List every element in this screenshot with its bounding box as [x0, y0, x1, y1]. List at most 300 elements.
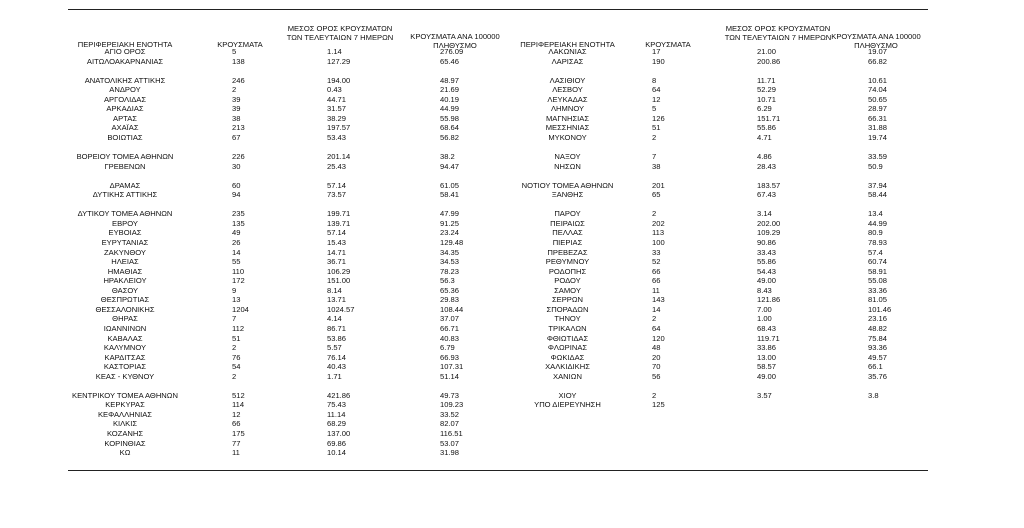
avg-value: 5.57	[327, 343, 342, 353]
rate-value: 65.46	[440, 56, 460, 66]
avg-value: 57.14	[327, 228, 347, 238]
avg-value: 421.86	[327, 390, 351, 400]
avg-value: 52.29	[757, 85, 777, 95]
bottom-rule	[68, 470, 928, 471]
region-name: ΚΩ	[119, 448, 131, 458]
table-row	[0, 439, 1024, 448]
cases-value: 120	[652, 333, 665, 343]
region-name: ΕΒΡΟΥ	[112, 218, 138, 228]
table-row	[0, 410, 1024, 419]
region-name: ΣΑΜΟΥ	[554, 285, 581, 295]
cases-value: 172	[232, 276, 245, 286]
avg-value: 54.43	[757, 266, 777, 276]
table-row	[0, 419, 1024, 428]
rate-value: 66.82	[868, 56, 888, 66]
cases-value: 11	[232, 448, 240, 458]
rate-value: 31.98	[440, 448, 460, 458]
avg-value: 151.00	[327, 276, 351, 286]
cases-value: 8	[652, 75, 657, 85]
cases-value: 11	[652, 285, 660, 295]
cases-value: 2	[652, 314, 657, 324]
region-name: ΒΟΙΩΤΙΑΣ	[107, 132, 143, 142]
region-name: ΛΑΚΩΝΙΑΣ	[548, 47, 587, 56]
avg-value: 13.00	[757, 352, 777, 362]
avg-value: 33.86	[757, 343, 777, 353]
cases-value: 112	[232, 323, 245, 333]
rate-value: 23.16	[868, 314, 888, 324]
rate-value: 3.8	[868, 390, 879, 400]
region-name: ΗΛΕΙΑΣ	[111, 257, 139, 267]
rate-value: 58.91	[868, 266, 888, 276]
table-row	[0, 353, 1024, 362]
avg-value: 53.43	[327, 132, 347, 142]
table-row	[0, 190, 1024, 199]
rate-value: 33.52	[440, 409, 460, 419]
rate-value: 108.44	[440, 304, 464, 314]
cases-value: 54	[232, 362, 241, 372]
region-name: ΤΗΝΟΥ	[554, 314, 581, 324]
rate-value: 109.23	[440, 400, 464, 410]
avg-value: 4.71	[757, 132, 772, 142]
avg-value: 200.86	[757, 56, 781, 66]
rate-value: 53.07	[440, 438, 460, 448]
avg-value: 86.71	[327, 323, 347, 333]
table-row	[0, 448, 1024, 457]
rate-value: 49.57	[868, 352, 888, 362]
region-name: ΚΑΡΔΙΤΣΑΣ	[104, 352, 146, 362]
region-name: ΤΡΙΚΑΛΩΝ	[548, 323, 587, 333]
region-name: ΑΝΑΤΟΛΙΚΗΣ ΑΤΤΙΚΗΣ	[84, 75, 166, 85]
cases-value: 1204	[232, 304, 249, 314]
header-rate-line1: ΚΡΟΥΣΜΑΤΑ ΑΝΑ 100000	[410, 32, 500, 41]
cases-value: 2	[652, 209, 657, 219]
region-name: ΛΕΣΒΟΥ	[552, 85, 583, 95]
avg-value: 11.71	[757, 75, 776, 85]
region-name: ΚΑΒΑΛΑΣ	[107, 333, 143, 343]
avg-value: 202.00	[757, 218, 781, 228]
cases-value: 110	[232, 266, 245, 276]
region-name: ΘΗΡΑΣ	[112, 314, 138, 324]
region-name: ΑΝΔΡΟΥ	[109, 85, 141, 95]
region-name: ΚΕΑΣ - ΚΥΘΝΟΥ	[95, 371, 155, 381]
region-name: ΛΕΥΚΑΔΑΣ	[547, 94, 588, 104]
cases-value: 48	[652, 343, 661, 353]
region-name: ΚΙΛΚΙΣ	[112, 419, 138, 429]
rate-value: 51.14	[440, 371, 460, 381]
cases-value: 2	[232, 343, 237, 353]
region-name: ΠΡΕΒΕΖΑΣ	[547, 247, 588, 257]
table-row	[0, 133, 1024, 142]
cases-value: 213	[232, 123, 245, 133]
cases-value: 12	[232, 409, 241, 419]
rate-value: 37.07	[440, 314, 460, 324]
cases-value: 143	[652, 295, 665, 305]
rate-value: 48.82	[868, 323, 888, 333]
table-row	[0, 334, 1024, 343]
avg-value: 7.00	[757, 304, 772, 314]
rate-value: 93.36	[868, 343, 888, 353]
avg-value: 137.00	[327, 429, 351, 438]
rate-value: 55.98	[440, 113, 460, 123]
region-name: ΧΑΝΙΩΝ	[553, 371, 582, 381]
rate-value: 13.4	[868, 209, 883, 219]
region-name: ΝΗΣΩΝ	[554, 161, 581, 171]
table-row	[0, 209, 1024, 218]
rate-value: 66.1	[868, 362, 883, 372]
region-name: ΓΡΕΒΕΝΩΝ	[104, 161, 146, 171]
rate-value: 48.97	[440, 75, 460, 85]
region-name: ΝΟΤΙΟΥ ΤΟΜΕΑ ΑΘΗΝΩΝ	[521, 180, 614, 190]
avg-value: 10.71	[757, 94, 777, 104]
rate-value: 101.46	[868, 304, 892, 314]
cases-value: 246	[232, 75, 245, 85]
rate-value: 75.84	[868, 333, 888, 343]
table-row	[0, 276, 1024, 285]
avg-value: 127.29	[327, 56, 351, 66]
cases-value: 51	[232, 333, 241, 343]
region-name: ΜΕΣΣΗΝΙΑΣ	[545, 123, 590, 133]
rate-value: 50.9	[868, 161, 883, 171]
rate-value: 80.9	[868, 228, 883, 238]
avg-value: 15.43	[327, 238, 347, 247]
cases-value: 7	[652, 152, 657, 162]
table-row	[0, 200, 1024, 209]
table-row	[0, 381, 1024, 390]
rate-value: 65.36	[440, 285, 460, 295]
rate-value: 21.69	[440, 85, 460, 95]
avg-value: 139.71	[327, 218, 351, 228]
cases-value: 55	[232, 257, 241, 267]
table-row	[0, 391, 1024, 400]
avg-value: 197.57	[327, 123, 351, 133]
rate-value: 68.64	[440, 123, 460, 133]
cases-value: 201	[652, 180, 665, 190]
cases-value: 235	[232, 209, 245, 219]
rate-value: 60.74	[868, 257, 888, 267]
region-name: ΚΕΝΤΡΙΚΟΥ ΤΟΜΕΑ ΑΘΗΝΩΝ	[72, 390, 178, 400]
cases-value: 30	[232, 161, 241, 171]
region-name: ΞΑΝΘΗΣ	[551, 190, 584, 200]
avg-value: 69.86	[327, 438, 347, 448]
region-name: ΣΕΡΡΩΝ	[551, 295, 584, 305]
avg-value: 4.86	[757, 152, 772, 162]
table-row	[0, 400, 1024, 409]
region-name: ΕΥΡΥΤΑΝΙΑΣ	[101, 238, 149, 247]
table-row	[0, 429, 1024, 438]
region-name: ΡΕΘΥΜΝΟΥ	[545, 257, 590, 267]
region-name: ΖΑΚΥΝΘΟΥ	[104, 247, 146, 257]
cases-value: 56	[652, 371, 661, 381]
region-name: ΒΟΡΕΙΟΥ ΤΟΜΕΑ ΑΘΗΝΩΝ	[76, 152, 174, 162]
region-name: ΑΧΑΪΑΣ	[111, 123, 139, 133]
cases-value: 7	[232, 314, 237, 324]
avg-value: 4.14	[327, 314, 342, 324]
rate-value: 49.73	[440, 390, 460, 400]
cases-value: 65	[652, 190, 661, 200]
table-row	[0, 314, 1024, 323]
cases-value: 67	[232, 132, 241, 142]
region-name: ΣΠΟΡΑΔΩΝ	[546, 304, 589, 314]
cases-value: 26	[232, 238, 241, 247]
avg-value: 25.43	[327, 161, 347, 171]
table-row	[0, 305, 1024, 314]
table-row	[0, 248, 1024, 257]
header-avg-line2: ΤΩΝ ΤΕΛΕΥΤΑΙΩΝ 7 ΗΜΕΡΩΝ	[724, 32, 832, 42]
avg-value: 3.14	[757, 209, 772, 219]
cases-value: 20	[652, 352, 661, 362]
rate-value: 78.23	[440, 266, 460, 276]
avg-value: 106.29	[327, 266, 351, 276]
region-name: ΠΕΛΛΑΣ	[552, 228, 583, 238]
region-name: ΑΡΚΑΔΙΑΣ	[106, 104, 144, 114]
region-name: ΑΡΤΑΣ	[113, 113, 137, 123]
table-row	[0, 57, 1024, 66]
table-row	[0, 238, 1024, 247]
cases-value: 66	[652, 266, 661, 276]
cases-value: 49	[232, 228, 241, 238]
header-rate-line2: ΠΛΗΘΥΣΜΟ	[433, 40, 477, 50]
rate-value: 6.79	[440, 343, 455, 353]
table-row	[0, 228, 1024, 237]
cases-value: 2	[652, 390, 657, 400]
cases-value: 64	[652, 323, 661, 333]
header-cases-left: ΚΡΟΥΣΜΑΤΑ	[217, 40, 263, 49]
region-name: ΔΥΤΙΚΟΥ ΤΟΜΕΑ ΑΘΗΝΩΝ	[77, 209, 173, 219]
cases-value: 126	[652, 113, 665, 123]
cases-value: 512	[232, 390, 245, 400]
cases-value: 17	[652, 47, 661, 56]
avg-value: 28.43	[757, 161, 777, 171]
cases-value: 202	[652, 218, 665, 228]
avg-value: 57.14	[327, 180, 347, 190]
region-name: ΚΟΡΙΝΘΙΑΣ	[104, 438, 146, 448]
cases-value: 38	[652, 161, 661, 171]
rate-value: 19.74	[868, 132, 888, 142]
rate-value: 91.25	[440, 218, 460, 228]
avg-value: 121.86	[757, 295, 781, 305]
cases-value: 125	[652, 400, 665, 410]
region-name: ΑΙΤΩΛΟΑΚΑΡΝΑΝΙΑΣ	[86, 56, 164, 66]
region-name: ΘΑΣΟΥ	[111, 285, 139, 295]
avg-value: 76.14	[327, 352, 347, 362]
avg-value: 183.57	[757, 180, 781, 190]
cases-value: 77	[232, 438, 241, 448]
avg-value: 55.86	[757, 123, 777, 133]
table-row	[0, 343, 1024, 352]
region-name: ΦΛΩΡΙΝΑΣ	[547, 343, 588, 353]
table-row	[0, 66, 1024, 75]
cases-value: 5	[652, 104, 657, 114]
table-row	[0, 76, 1024, 85]
region-name: ΜΑΓΝΗΣΙΑΣ	[545, 113, 590, 123]
avg-value: 119.71	[757, 333, 780, 343]
rate-value: 47.99	[440, 209, 460, 219]
avg-value: 44.71	[327, 94, 347, 104]
region-name: ΚΕΡΚΥΡΑΣ	[105, 400, 145, 410]
table-row	[0, 295, 1024, 304]
rate-value: 58.44	[868, 190, 888, 200]
region-name: ΔΥΤΙΚΗΣ ΑΤΤΙΚΗΣ	[92, 190, 158, 200]
rate-value: 66.71	[440, 323, 460, 333]
avg-value: 0.43	[327, 85, 342, 95]
cases-value: 226	[232, 152, 245, 162]
header-avg-left	[280, 25, 400, 42]
region-name: ΗΡΑΚΛΕΙΟΥ	[103, 276, 147, 286]
table-row	[0, 95, 1024, 104]
avg-value: 49.00	[757, 371, 777, 381]
avg-value: 109.29	[757, 228, 781, 238]
rate-value: 33.36	[868, 285, 888, 295]
avg-value: 8.43	[757, 285, 772, 295]
cases-value: 2	[652, 132, 657, 142]
cases-value: 13	[232, 295, 241, 305]
avg-value: 67.43	[757, 190, 777, 200]
cases-value: 14	[652, 304, 661, 314]
region-name: ΚΟΖΑΝΗΣ	[106, 429, 144, 438]
rate-value: 107.31	[440, 362, 464, 372]
rate-value: 82.07	[440, 419, 460, 429]
avg-value: 1.00	[757, 314, 772, 324]
rate-value: 94.47	[440, 161, 460, 171]
cases-value: 66	[652, 276, 661, 286]
rate-value: 37.94	[868, 180, 888, 190]
table-row	[0, 372, 1024, 381]
region-name: ΜΥΚΟΝΟΥ	[548, 132, 587, 142]
region-name: ΠΙΕΡΙΑΣ	[552, 238, 583, 247]
cases-value: 2	[232, 371, 237, 381]
rate-value: 81.05	[868, 295, 888, 305]
rate-value: 31.88	[868, 123, 888, 133]
header-rate-line2: ΠΛΗΘΥΣΜΟ	[854, 40, 898, 50]
rate-value: 56.82	[440, 132, 460, 142]
region-name: ΙΩΑΝΝΙΝΩΝ	[103, 323, 147, 333]
rate-value: 10.61	[868, 75, 888, 85]
region-name: ΛΗΜΝΟΥ	[550, 104, 585, 114]
table-row	[0, 143, 1024, 152]
avg-value: 8.14	[327, 285, 342, 295]
cases-value: 94	[232, 190, 241, 200]
table-row	[0, 286, 1024, 295]
rate-value: 40.19	[440, 94, 460, 104]
region-name: ΝΑΞΟΥ	[554, 152, 581, 162]
avg-value: 40.43	[327, 362, 347, 372]
region-name: ΛΑΡΙΣΑΣ	[551, 56, 584, 66]
rate-value: 29.83	[440, 295, 460, 305]
region-name: ΘΕΣΣΑΛΟΝΙΚΗΣ	[95, 304, 155, 314]
table-row	[0, 267, 1024, 276]
rate-value: 19.07	[868, 47, 888, 56]
header-avg-line2: ΤΩΝ ΤΕΛΕΥΤΑΙΩΝ 7 ΗΜΕΡΩΝ	[286, 32, 394, 42]
cases-value: 5	[232, 47, 237, 56]
rate-value: 33.59	[868, 152, 888, 162]
region-name: ΧΑΛΚΙΔΙΚΗΣ	[545, 362, 590, 372]
cases-value: 70	[652, 362, 661, 372]
cases-value: 64	[652, 85, 661, 95]
region-name: ΡΟΔΟΠΗΣ	[548, 266, 587, 276]
cases-value: 100	[652, 238, 665, 247]
rate-value: 276.09	[440, 47, 464, 56]
cases-value: 52	[652, 257, 661, 267]
avg-value: 1024.57	[327, 304, 355, 314]
avg-value: 68.43	[757, 323, 777, 333]
rate-value: 35.76	[868, 371, 888, 381]
cases-value: 2	[232, 85, 237, 95]
region-name: ΠΑΡΟΥ	[554, 209, 581, 219]
header-avg-line1: ΜΕΣΟΣ ΟΡΟΣ ΚΡΟΥΣΜΑΤΩΝ	[287, 24, 393, 33]
rate-value: 55.08	[868, 276, 888, 286]
avg-value: 21.00	[757, 47, 777, 56]
region-name: ΔΡΑΜΑΣ	[109, 180, 141, 190]
avg-value: 194.00	[327, 75, 351, 85]
rate-value: 61.05	[440, 180, 460, 190]
rate-value: 34.35	[440, 247, 460, 257]
region-name: ΕΥΒΟΙΑΣ	[108, 228, 142, 238]
cases-value: 33	[652, 247, 661, 257]
avg-value: 199.71	[327, 209, 351, 219]
rate-value: 66.93	[440, 352, 460, 362]
rate-value: 116.51	[440, 429, 463, 438]
rate-value: 50.65	[868, 94, 888, 104]
rate-value: 129.48	[440, 238, 464, 247]
cases-value: 114	[232, 400, 245, 410]
region-name: ΚΕΦΑΛΛΗΝΙΑΣ	[97, 409, 153, 419]
rate-value: 38.2	[440, 152, 455, 162]
avg-value: 3.57	[757, 390, 772, 400]
avg-value: 58.57	[757, 362, 777, 372]
header-avg-line1: ΜΕΣΟΣ ΟΡΟΣ ΚΡΟΥΣΜΑΤΩΝ	[725, 24, 831, 33]
rate-value: 44.99	[868, 218, 888, 228]
rate-value: 56.3	[440, 276, 455, 286]
cases-value: 39	[232, 94, 241, 104]
avg-value: 31.57	[327, 104, 347, 114]
cases-value: 190	[652, 56, 665, 66]
avg-value: 68.29	[327, 419, 347, 429]
table-row	[0, 181, 1024, 190]
table-row	[0, 123, 1024, 132]
region-name: ΗΜΑΘΙΑΣ	[107, 266, 143, 276]
header-avg-right	[718, 25, 838, 42]
avg-value: 73.57	[327, 190, 347, 200]
header-cases-right: ΚΡΟΥΣΜΑΤΑ	[645, 40, 691, 49]
avg-value: 6.29	[757, 104, 772, 114]
avg-value: 90.86	[757, 238, 777, 247]
table-row	[0, 85, 1024, 94]
header-region-right: ΠΕΡΙΦΕΡΕΙΑΚΗ ΕΝΟΤΗΤΑ	[520, 40, 615, 49]
region-name: ΑΓΙΟ ΟΡΟΣ	[104, 47, 146, 56]
region-name: ΚΑΣΤΟΡΙΑΣ	[103, 362, 147, 372]
table-row	[0, 152, 1024, 161]
avg-value: 38.29	[327, 113, 347, 123]
region-name: ΑΡΓΟΛΙΔΑΣ	[103, 94, 147, 104]
region-name: ΧΙΟΥ	[558, 390, 577, 400]
cases-value: 14	[232, 247, 241, 257]
table-row	[0, 324, 1024, 333]
cases-value: 66	[232, 419, 241, 429]
region-name: ΥΠΟ ΔΙΕΡΕΥΝΗΣΗ	[534, 400, 601, 410]
avg-value: 33.43	[757, 247, 777, 257]
cases-value: 12	[652, 94, 661, 104]
top-rule	[68, 9, 928, 10]
avg-value: 49.00	[757, 276, 777, 286]
header-region-left: ΠΕΡΙΦΕΡΕΙΑΚΗ ΕΝΟΤΗΤΑ	[77, 40, 173, 49]
table-row	[0, 47, 1024, 56]
avg-value: 10.14	[327, 448, 347, 458]
rate-value: 74.04	[868, 85, 888, 95]
cases-value: 175	[232, 429, 245, 438]
avg-value: 11.14	[327, 409, 346, 419]
rate-value: 57.4	[868, 247, 883, 257]
cases-value: 113	[652, 228, 665, 238]
